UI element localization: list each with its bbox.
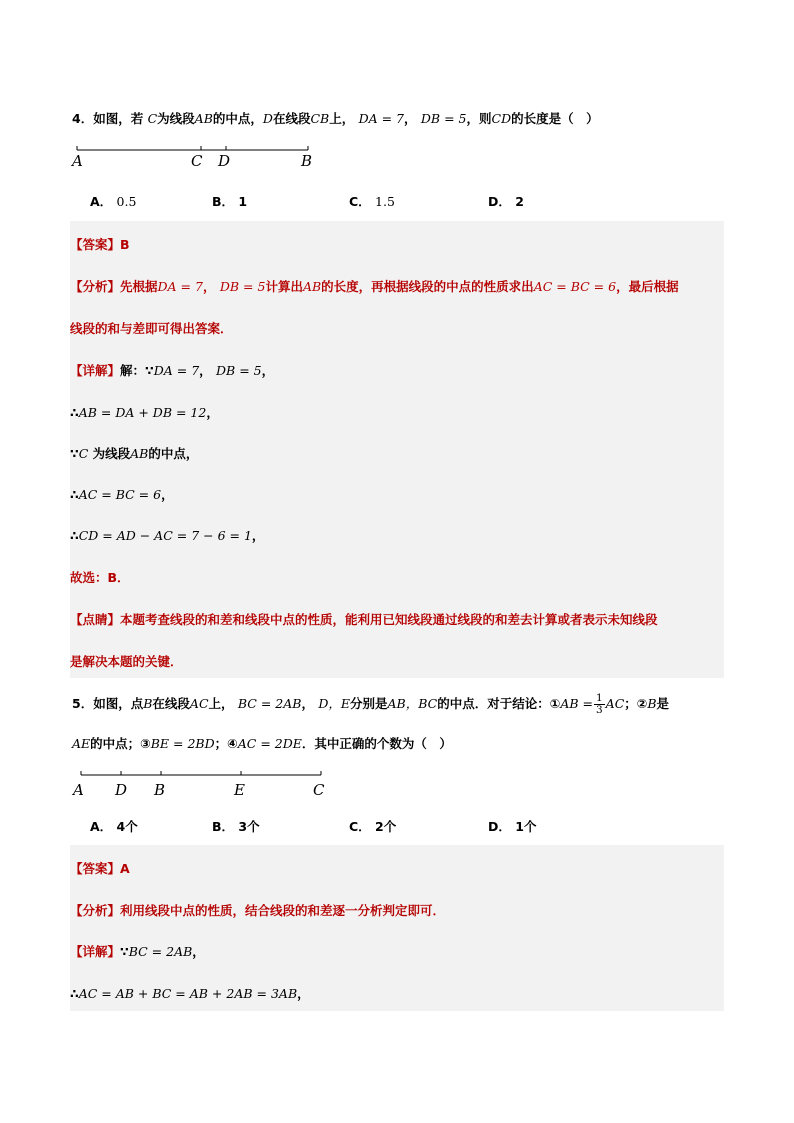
q4-comment-line2: 是解决本题的关键． [70,654,183,669]
q4-stem: 4．如图，若 C为线段AB的中点，D在线段CB上， DA = 7， DB = 5，则CD的长度是（ ） [72,111,599,126]
q4-option-a[interactable]: A． 0.5 [90,194,137,209]
q4-analysis-line2: 线段的和与差即可得出答案． [70,321,233,336]
q4-detail-line5: ∴CD = AD − AC = 7 − 6 = 1， [70,528,265,543]
q5-label-a: A [73,781,84,799]
q5-solution-box [70,845,724,1011]
q4-solution-box [70,221,724,678]
q5-label-d: D [115,781,128,799]
q4-detail-line4: ∴AC = BC = 6， [70,487,174,502]
q5-stem-line2: AE的中点；③BE = 2BD；④AC = 2DE．其中正确的个数为（ ） [72,736,452,751]
q5-option-d[interactable]: D． 1个 [488,819,537,834]
q4-option-d[interactable]: D． 2 [488,194,524,209]
q5-answer: 【答案】A [70,861,130,876]
q4-label-c: C [191,152,203,170]
q4-analysis-line1: 【分析】先根据DA = 7， DB = 5计算出AB的长度，再根据线段的中点的性质求出AC = BC = 6，最后根据 [70,279,679,294]
q4-detail-line2: ∴AB = DA + DB = 12， [70,405,219,420]
q5-label-e: E [234,781,245,799]
q5-label-c: C [313,781,325,799]
q4-segment-figure [70,140,330,172]
q4-option-b[interactable]: B． 1 [212,194,248,209]
q5-segment-figure [70,765,340,801]
q5-option-b[interactable]: B． 3个 [212,819,260,834]
q5-detail-line1: 【详解】∵BC = 2AB， [70,944,205,959]
q5-label-b: B [154,781,166,799]
q4-detail-line1: 【详解】解：∵DA = 7， DB = 5， [70,363,275,378]
q4-answer: 【答案】B [70,237,130,252]
q5-option-c[interactable]: C． 2个 [349,819,397,834]
q5-analysis: 【分析】利用线段中点的性质，结合线段的和差逐一分析判定即可． [70,903,446,918]
q4-label-b: B [301,152,313,170]
q4-comment-line1: 【点睛】本题考查线段的和差和线段中点的性质，能利用已知线段通过线段的和差去计算或者表示未知线段 [70,612,658,627]
fraction-one-third: $\frac{1}{3}$ [595,692,603,716]
q5-stem-line1: 5．如图，点B在线段AC上， BC = 2AB， D，E分别是AB，BC的中点．对于结论：①AB = $\frac{1}{3}$ AC；②B是 [72,692,670,716]
q4-detail-choice: 故选：B． [70,570,130,585]
q4-label-d: D [218,152,231,170]
q4-option-c[interactable]: C． 1.5 [349,194,395,209]
q4-label-a: A [72,152,83,170]
q5-option-a[interactable]: A． 4个 [90,819,138,834]
q5-detail-line2: ∴AC = AB + BC = AB + 2AB = 3AB， [70,986,310,1001]
q4-detail-line3: ∵C 为线段AB的中点， [70,446,199,461]
